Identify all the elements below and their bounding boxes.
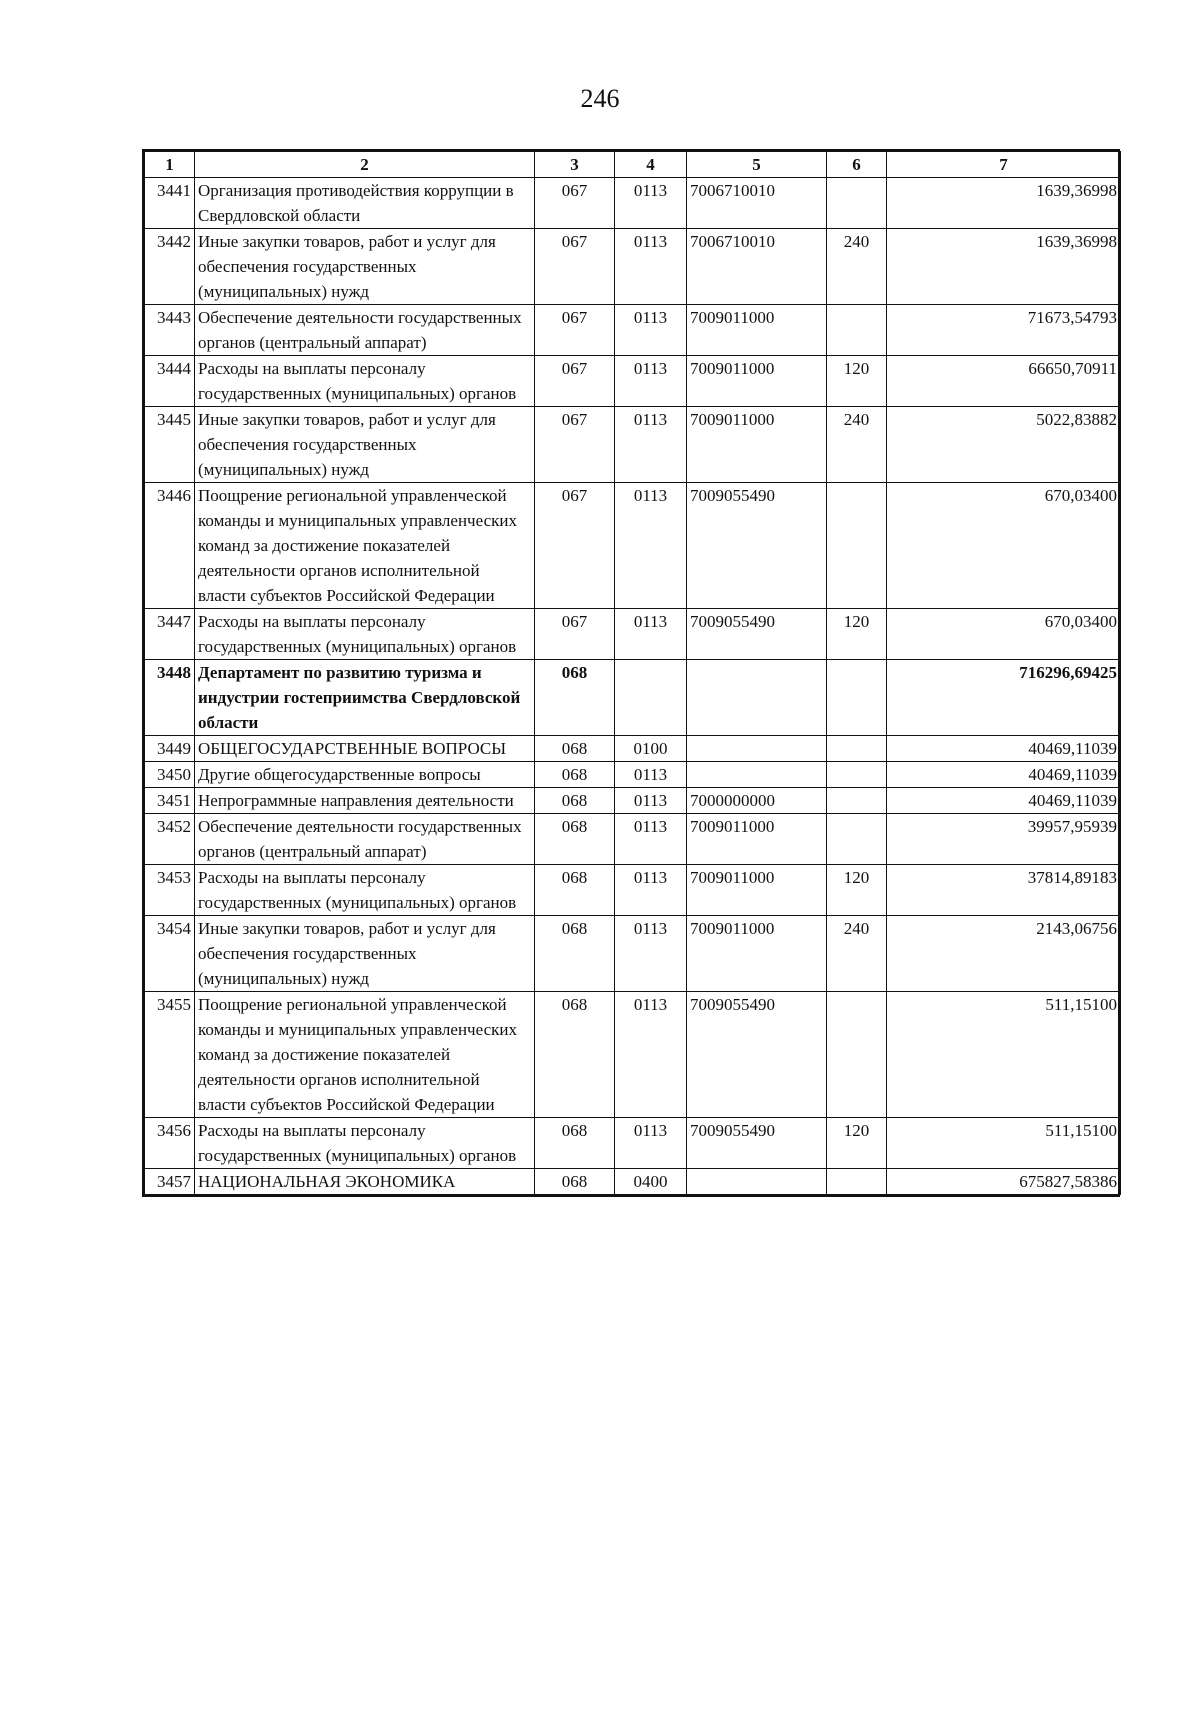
row-name: Непрограммные направления деятельности — [195, 788, 535, 814]
row-section-code: 0113 — [615, 788, 687, 814]
table-row — [145, 992, 1121, 1118]
col-header-2: 2 — [195, 152, 535, 178]
row-number: 3452 — [145, 814, 195, 865]
table-row — [145, 736, 1121, 762]
row-expense-type: 240 — [827, 229, 887, 305]
row-section-code: 0113 — [615, 1118, 687, 1169]
row-amount: 511,15100 — [887, 992, 1121, 1118]
row-name: Расходы на выплаты персоналу государственных (муниципальных) органов — [195, 1118, 535, 1169]
row-number: 3445 — [145, 407, 195, 483]
row-ministry-code: 068 — [535, 1169, 615, 1195]
row-ministry-code: 068 — [535, 916, 615, 992]
table-row — [145, 762, 1121, 788]
row-name: Обеспечение деятельности государственных органов (центральный аппарат) — [195, 814, 535, 865]
row-expense-type — [827, 788, 887, 814]
row-expense-type: 240 — [827, 916, 887, 992]
row-number: 3446 — [145, 483, 195, 609]
row-name: Расходы на выплаты персоналу государственных (муниципальных) органов — [195, 865, 535, 916]
row-section-code: 0113 — [615, 762, 687, 788]
row-ministry-code: 067 — [535, 178, 615, 229]
row-expense-type — [827, 660, 887, 736]
row-ministry-code: 068 — [535, 814, 615, 865]
row-target-code: 7009011000 — [687, 916, 827, 992]
row-expense-type — [827, 178, 887, 229]
row-number: 3454 — [145, 916, 195, 992]
row-section-code: 0113 — [615, 356, 687, 407]
row-ministry-code: 067 — [535, 407, 615, 483]
row-expense-type — [827, 305, 887, 356]
row-section-code: 0113 — [615, 814, 687, 865]
row-name: Другие общегосударственные вопросы — [195, 762, 535, 788]
row-expense-type: 120 — [827, 865, 887, 916]
row-section-code: 0113 — [615, 609, 687, 660]
row-ministry-code: 068 — [535, 660, 615, 736]
table-row — [145, 178, 1121, 229]
row-amount: 2143,06756 — [887, 916, 1121, 992]
row-name: ОБЩЕГОСУДАРСТВЕННЫЕ ВОПРОСЫ — [195, 736, 535, 762]
row-ministry-code: 067 — [535, 305, 615, 356]
row-target-code: 7009011000 — [687, 407, 827, 483]
row-number: 3442 — [145, 229, 195, 305]
row-target-code — [687, 762, 827, 788]
row-amount: 40469,11039 — [887, 736, 1121, 762]
row-ministry-code: 067 — [535, 229, 615, 305]
row-amount: 66650,70911 — [887, 356, 1121, 407]
col-header-3: 3 — [535, 152, 615, 178]
row-expense-type: 240 — [827, 407, 887, 483]
row-section-code: 0113 — [615, 483, 687, 609]
row-name: Расходы на выплаты персоналу государственных (муниципальных) органов — [195, 356, 535, 407]
row-target-code: 7009055490 — [687, 609, 827, 660]
row-name: НАЦИОНАЛЬНАЯ ЭКОНОМИКА — [195, 1169, 535, 1195]
row-target-code: 7009011000 — [687, 305, 827, 356]
row-amount: 40469,11039 — [887, 762, 1121, 788]
row-amount: 1639,36998 — [887, 178, 1121, 229]
row-section-code: 0100 — [615, 736, 687, 762]
table-row — [145, 483, 1121, 609]
row-number: 3447 — [145, 609, 195, 660]
page-number: 246 — [580, 84, 620, 113]
row-ministry-code: 068 — [535, 992, 615, 1118]
row-number: 3443 — [145, 305, 195, 356]
row-number: 3449 — [145, 736, 195, 762]
row-target-code: 7006710010 — [687, 178, 827, 229]
row-number: 3455 — [145, 992, 195, 1118]
table-row — [145, 1169, 1121, 1195]
row-section-code: 0113 — [615, 229, 687, 305]
row-number: 3456 — [145, 1118, 195, 1169]
row-amount: 40469,11039 — [887, 788, 1121, 814]
row-target-code — [687, 660, 827, 736]
row-amount: 670,03400 — [887, 609, 1121, 660]
row-expense-type — [827, 762, 887, 788]
row-expense-type: 120 — [827, 609, 887, 660]
row-expense-type — [827, 736, 887, 762]
row-name: Иные закупки товаров, работ и услуг для обеспечения государственных (муниципальных) нужд — [195, 229, 535, 305]
table-row — [145, 305, 1121, 356]
table-row — [145, 660, 1121, 736]
row-section-code: 0113 — [615, 992, 687, 1118]
row-expense-type: 120 — [827, 1118, 887, 1169]
row-section-code: 0113 — [615, 916, 687, 992]
budget-table — [144, 151, 1121, 1195]
table-row — [145, 1118, 1121, 1169]
row-number: 3453 — [145, 865, 195, 916]
row-ministry-code: 068 — [535, 736, 615, 762]
row-amount: 71673,54793 — [887, 305, 1121, 356]
row-number: 3457 — [145, 1169, 195, 1195]
row-name: Обеспечение деятельности государственных органов (центральный аппарат) — [195, 305, 535, 356]
col-header-1: 1 — [145, 152, 195, 178]
row-number: 3448 — [145, 660, 195, 736]
row-target-code: 7000000000 — [687, 788, 827, 814]
header-row — [145, 152, 1121, 178]
row-expense-type — [827, 1169, 887, 1195]
row-number: 3444 — [145, 356, 195, 407]
row-amount: 511,15100 — [887, 1118, 1121, 1169]
row-name: Организация противодействия коррупции в Свердловской области — [195, 178, 535, 229]
row-target-code: 7009055490 — [687, 992, 827, 1118]
row-section-code: 0113 — [615, 178, 687, 229]
row-amount: 1639,36998 — [887, 229, 1121, 305]
row-section-code: 0400 — [615, 1169, 687, 1195]
row-section-code — [615, 660, 687, 736]
row-amount: 716296,69425 — [887, 660, 1121, 736]
row-amount: 670,03400 — [887, 483, 1121, 609]
row-expense-type — [827, 992, 887, 1118]
row-expense-type — [827, 483, 887, 609]
table-row — [145, 356, 1121, 407]
row-ministry-code: 068 — [535, 1118, 615, 1169]
table-row — [145, 788, 1121, 814]
row-number: 3450 — [145, 762, 195, 788]
row-name: Расходы на выплаты персоналу государственных (муниципальных) органов — [195, 609, 535, 660]
row-target-code: 7009011000 — [687, 865, 827, 916]
row-target-code: 7009055490 — [687, 1118, 827, 1169]
table-row — [145, 916, 1121, 992]
row-name: Департамент по развитию туризма и индустрии гостеприимства Свердловской области — [195, 660, 535, 736]
row-name: Поощрение региональной управленческой команды и муниципальных управленческих команд за достижение показателей деятельности органов исполнительной власти субъектов Российской Федерации — [195, 483, 535, 609]
row-number: 3451 — [145, 788, 195, 814]
table-row — [145, 814, 1121, 865]
row-ministry-code: 067 — [535, 609, 615, 660]
row-expense-type: 120 — [827, 356, 887, 407]
table-row — [145, 407, 1121, 483]
row-target-code: 7006710010 — [687, 229, 827, 305]
row-number: 3441 — [145, 178, 195, 229]
row-target-code: 7009055490 — [687, 483, 827, 609]
row-name: Иные закупки товаров, работ и услуг для обеспечения государственных (муниципальных) нужд — [195, 916, 535, 992]
col-header-4: 4 — [615, 152, 687, 178]
col-header-5: 5 — [687, 152, 827, 178]
col-header-7: 7 — [887, 152, 1121, 178]
row-ministry-code: 068 — [535, 865, 615, 916]
row-target-code: 7009011000 — [687, 356, 827, 407]
row-amount: 5022,83882 — [887, 407, 1121, 483]
row-ministry-code: 068 — [535, 762, 615, 788]
row-section-code: 0113 — [615, 305, 687, 356]
row-name: Поощрение региональной управленческой команды и муниципальных управленческих команд за достижение показателей деятельности органов исполнительной власти субъектов Российской Федерации — [195, 992, 535, 1118]
row-section-code: 0113 — [615, 407, 687, 483]
row-ministry-code: 067 — [535, 483, 615, 609]
row-ministry-code: 067 — [535, 356, 615, 407]
row-name: Иные закупки товаров, работ и услуг для обеспечения государственных (муниципальных) нужд — [195, 407, 535, 483]
table-row — [145, 229, 1121, 305]
row-amount: 675827,58386 — [887, 1169, 1121, 1195]
col-header-6: 6 — [827, 152, 887, 178]
row-target-code — [687, 736, 827, 762]
row-amount: 39957,95939 — [887, 814, 1121, 865]
row-target-code — [687, 1169, 827, 1195]
row-section-code: 0113 — [615, 865, 687, 916]
row-ministry-code: 068 — [535, 788, 615, 814]
row-expense-type — [827, 814, 887, 865]
table-row — [145, 609, 1121, 660]
table-row — [145, 865, 1121, 916]
row-amount: 37814,89183 — [887, 865, 1121, 916]
row-target-code: 7009011000 — [687, 814, 827, 865]
